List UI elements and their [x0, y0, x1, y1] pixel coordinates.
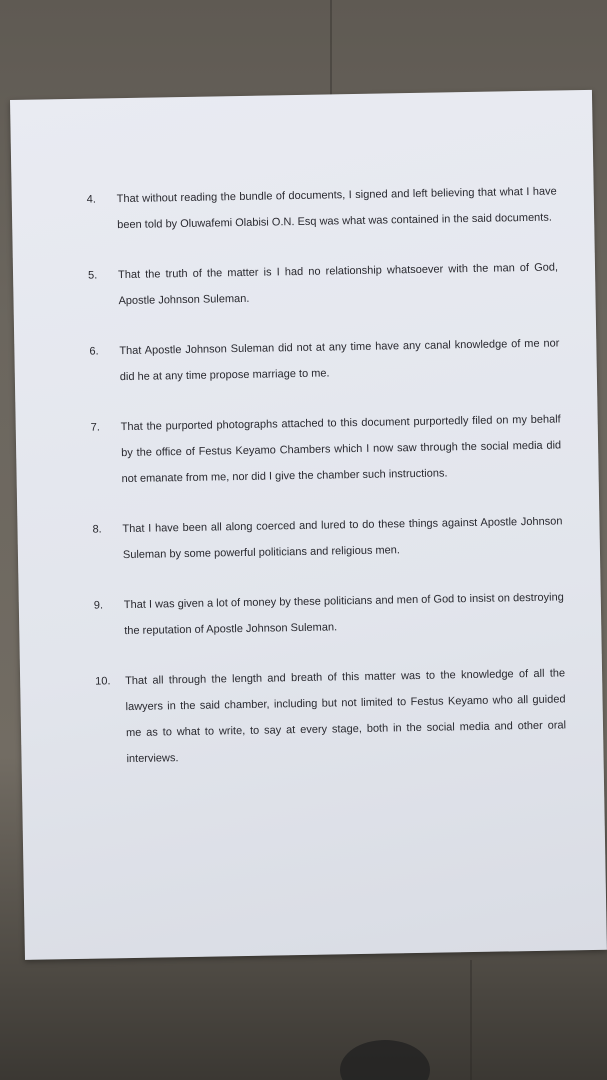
document-body — [87, 178, 568, 796]
list-item — [88, 254, 559, 314]
list-item — [92, 508, 563, 568]
list-item — [89, 330, 560, 390]
item-number: 5. — [87, 269, 98, 282]
list-item — [91, 406, 562, 492]
item-text: That I was given a lot of money by these politicians and men of God to insist on destroying the reputation of Apostle Johnson Suleman. — [123, 591, 564, 638]
item-text: That without reading the bundle of documents, I signed and left believing that what I have been told by Oluwafemi Olabisi O.N. Esq was what was contained in the said documents. — [116, 185, 557, 232]
item-number: 7. — [90, 421, 101, 434]
item-text: That the purported photographs attached to this document purportedly filed on my behalf by the office of Festus Keyamo Chambers which I now saw through the social media did not emanate from me, nor did I give the chamber such instructions. — [120, 413, 562, 486]
item-number: 9. — [93, 599, 104, 612]
list-item — [94, 584, 565, 644]
item-number: 6. — [89, 345, 99, 358]
item-text: That all through the length and breath of this matter was to the knowledge of all the lawyers in the said chamber, including but not limited to Festus Keyamo who all guided me as to what to write, to say at every stage, both in the social media and other oral interviews. — [125, 667, 567, 766]
shadow — [340, 1040, 430, 1080]
floor-seam — [470, 960, 472, 1080]
item-number: 10. — [95, 675, 111, 688]
item-text: That Apostle Johnson Suleman did not at any time have any canal knowledge of me nor did he at any time propose marriage to me. — [119, 337, 560, 384]
item-number: 8. — [92, 523, 102, 536]
item-number: 4. — [86, 193, 97, 206]
list-item — [95, 660, 567, 772]
list-item — [87, 178, 558, 238]
document-page — [10, 90, 607, 960]
item-text: That the truth of the matter is I had no relationship whatsoever with the man of God, Apostle Johnson Suleman. — [117, 261, 559, 308]
item-text: That I have been all along coerced and lured to do these things against Apostle Johnson Suleman by some powerful politicians and religious men. — [122, 515, 563, 562]
